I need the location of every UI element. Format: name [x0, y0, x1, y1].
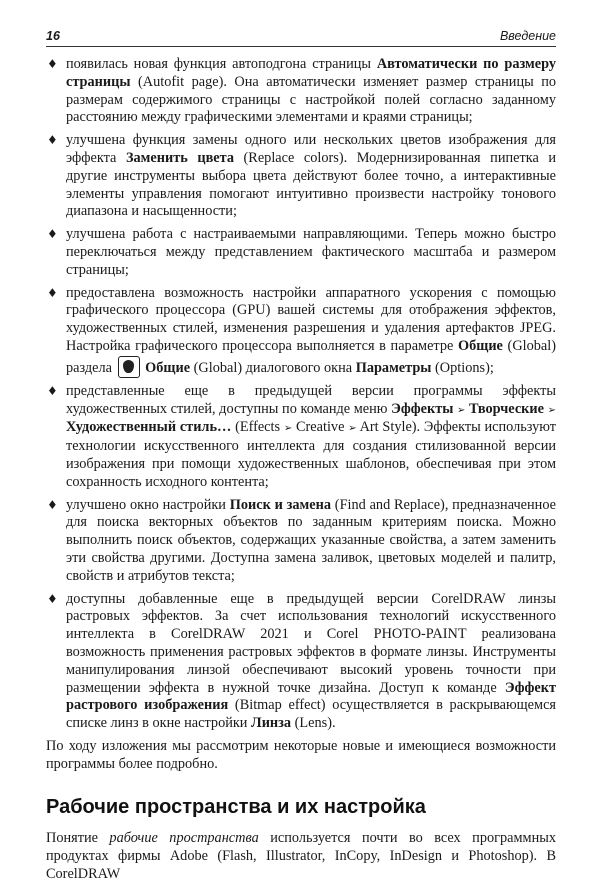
page-number: 16: [46, 29, 60, 43]
diamond-bullet-icon: ♦: [47, 285, 58, 300]
diamond-bullet-icon: ♦: [47, 57, 58, 71]
list-item: ♦ улучшена работа с настраиваемыми направляющими. Теперь можно быстро переключаться между представлением фактического масштаба и размером страницы;: [47, 226, 556, 278]
list-item: ♦ появилась новая функция автоподгона страницы Автоматически по размеру страницы (Autofit page). Она автоматически изменяет размер страницы по размерам содержимого страницы с настройкой полей согласно заданному расстоянию между графическими элементами и краями страницы;: [47, 56, 557, 126]
closing-paragraph: По ходу изложения мы рассмотрим некоторые новые и имеющиеся возможности программы более подробно.: [46, 737, 556, 772]
diamond-bullet-icon: ♦: [47, 591, 58, 606]
list-item: ♦ улучшено окно настройки Поиск и замена (Find and Replace), предназначенное для поиска векторных объектов по заданным критериям поиска. Можно выполнить поиск объектов, содержащих указанные свойства, а затем заменить эти свойства другими. Доступна замена заливок, цветовых моделей и палитр, свойств и атрибутов текста;: [47, 496, 556, 584]
list-item: ♦ предоставлена возможность настройки аппаратного ускорения с помощью графического процессора (GPU) вашей системы для отображения эффектов, художественных стилей, изменения разрешения и удаления артефактов JPEG. Настройка графического процессора выполняется в параметре Общие (Global) раздела Общие (Global) диалогового окна Параметры (Options);: [47, 284, 556, 376]
menu-arrow-icon: ➢: [283, 423, 293, 435]
menu-arrow-icon: ➢: [348, 423, 357, 435]
feature-list: [46, 56, 556, 733]
diamond-bullet-icon: ♦: [47, 383, 58, 398]
section-paragraph: Понятие рабочие пространства используется почти во всех программных продуктах фирмы Adobe (Flash, Illustrator, InCopy, InDesign и Photoshop). В CorelDRAW: [46, 830, 556, 883]
list-item: ♦ представленные еще в предыдущей версии программы эффекты художественных стилей, доступны по команде меню Эффекты ➢ Творческие ➢ Художественный стиль… (Effects ➢ Creative ➢ Art Style). Эффекты используют технологии искусственного интеллекта для создания стилизованной версии изображения при помощи художественных шаблонов, обеспечивая при этом сохранность исходного контента;: [47, 382, 557, 490]
list-item: ♦ доступны добавленные еще в предыдущей версии CorelDRAW линзы растровых эффектов. За счет использования технологий искусственного интеллекта в CorelDRAW 2021 и Corel PHOTO-PAINT реализована возможность применения растровых эффектов в формате линзы. Инструменты манипулирования линзой обеспечивают высокий уровень точности при размещении эффекта в нужной точке дизайна. Доступ к команде Эффект растрового изображения (Bitmap effect) осуществляется в раскрывающемся списке линз в окне настройки Линза (Lens).: [47, 590, 556, 732]
running-title: Введение: [499, 29, 556, 43]
menu-arrow-icon: ➢: [457, 404, 466, 416]
page-body: [46, 56, 556, 884]
diamond-bullet-icon: ♦: [47, 133, 58, 148]
diamond-bullet-icon: ♦: [47, 497, 58, 512]
section-title: Рабочие пространства и их настройка: [46, 796, 426, 819]
diamond-bullet-icon: ♦: [47, 227, 58, 242]
list-item: ♦ улучшена функция замены одного или нескольких цветов изображения для эффекта Заменить цвета (Replace colors). Модернизированная пипетка и другие инструменты выбора цвета действуют более точно, а интерактивные элементы управления помогают интуитивно произвести настройку тонового диапазона и насыщенности;: [47, 132, 557, 220]
page-header: [46, 28, 556, 47]
menu-arrow-icon: ➢: [547, 404, 557, 416]
global-settings-icon: [118, 356, 140, 378]
